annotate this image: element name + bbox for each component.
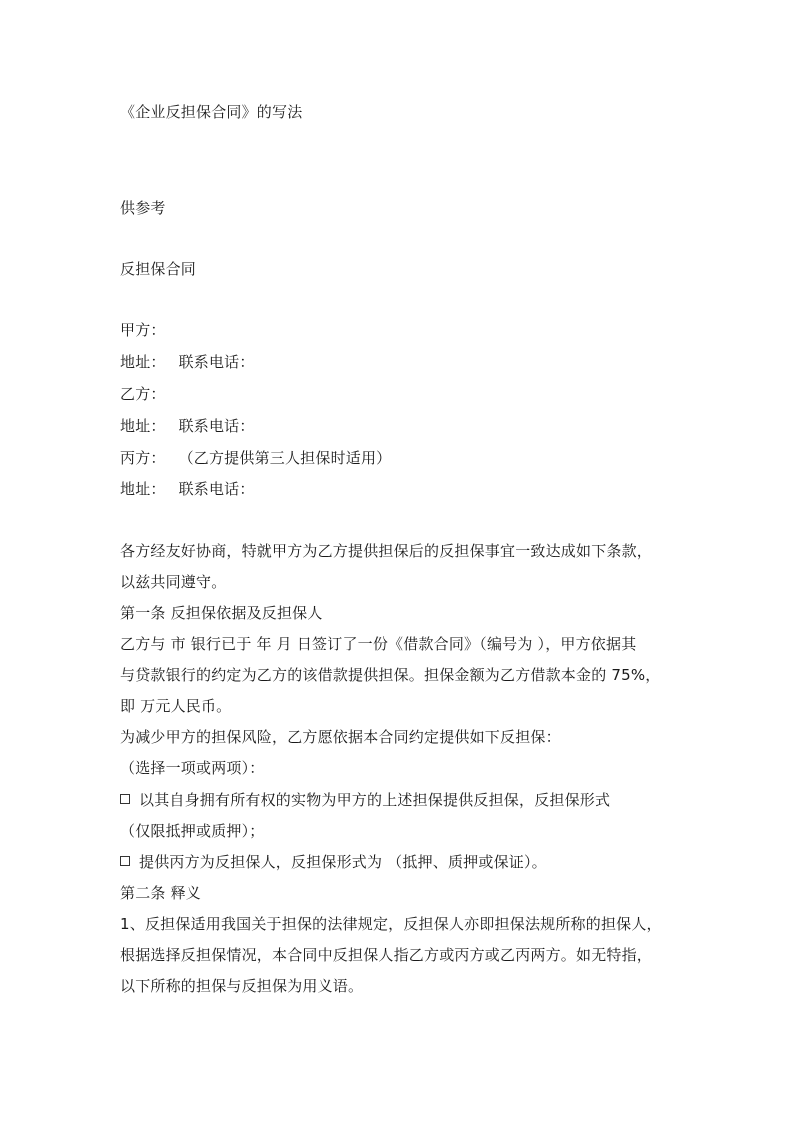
- party-b-address-line: [120, 416, 255, 436]
- contract-title: 反担保合同: [120, 260, 197, 278]
- article-2-line-2: 根据选择反担保情况，本合同中反担保人指乙方或丙方或乙丙两方。如无特指，: [120, 946, 653, 964]
- phone-label: 联系电话：: [178, 417, 255, 435]
- party-c-note: （乙方提供第三人担保时适用）: [178, 449, 392, 467]
- address-label: 地址：: [120, 480, 166, 498]
- option-1-text: 以其自身拥有所有权的实物为甲方的上述担保提供反担保，反担保形式: [139, 791, 611, 809]
- option-1-continuation: （仅限抵押或质押）；: [120, 822, 265, 840]
- article-1-line-5: （选择一项或两项）：: [120, 759, 265, 777]
- article-2-heading: 第二条 释义: [120, 884, 201, 902]
- article-1-line-1: 乙方与 市 银行已于 年 月 日签订了一份《借款合同》（编号为 ），甲方依据其: [120, 635, 637, 653]
- party-a-label: 甲方：: [120, 321, 166, 339]
- phone-label: 联系电话：: [178, 480, 255, 498]
- article-2-line-1: 1、反担保适用我国关于担保的法律规定，反担保人亦即担保法规所称的担保人，: [120, 915, 662, 933]
- reference-note: 供参考: [120, 199, 166, 217]
- phone-label: 联系电话：: [178, 353, 255, 371]
- option-1: [120, 790, 610, 810]
- party-b-label: 乙方：: [120, 385, 166, 403]
- option-2-text: 提供丙方为反担保人，反担保形式为 （抵押、质押或保证）。: [139, 853, 547, 871]
- party-c-label: 丙方：: [120, 449, 166, 467]
- party-b-line: [120, 384, 166, 404]
- preamble-line-1: 各方经友好协商，特就甲方为乙方提供担保后的反担保事宜一致达成如下条款，: [120, 542, 653, 560]
- document-title: 《企业反担保合同》的写法: [120, 103, 303, 121]
- address-label: 地址：: [120, 417, 166, 435]
- checkbox-icon[interactable]: [120, 856, 130, 866]
- checkbox-icon[interactable]: [120, 794, 130, 804]
- party-c-address-line: [120, 479, 255, 499]
- article-1-heading: 第一条 反担保依据及反担保人: [120, 604, 323, 622]
- option-2: [120, 852, 547, 872]
- article-2-line-3: 以下所称的担保与反担保为用义语。: [120, 977, 364, 995]
- article-1-line-3: 即 万元人民币。: [120, 697, 232, 715]
- preamble-line-2: 以兹共同遵守。: [120, 573, 227, 591]
- article-1-line-4: 为减少甲方的担保风险，乙方愿依据本合同约定提供如下反担保：: [120, 728, 561, 746]
- party-c-line: [120, 448, 391, 468]
- article-1-line-2: 与贷款银行的约定为乙方的该借款提供担保。担保金额为乙方借款本金的 75%，: [120, 666, 661, 684]
- party-a-address-line: [120, 352, 255, 372]
- party-a-line: [120, 320, 166, 340]
- address-label: 地址：: [120, 353, 166, 371]
